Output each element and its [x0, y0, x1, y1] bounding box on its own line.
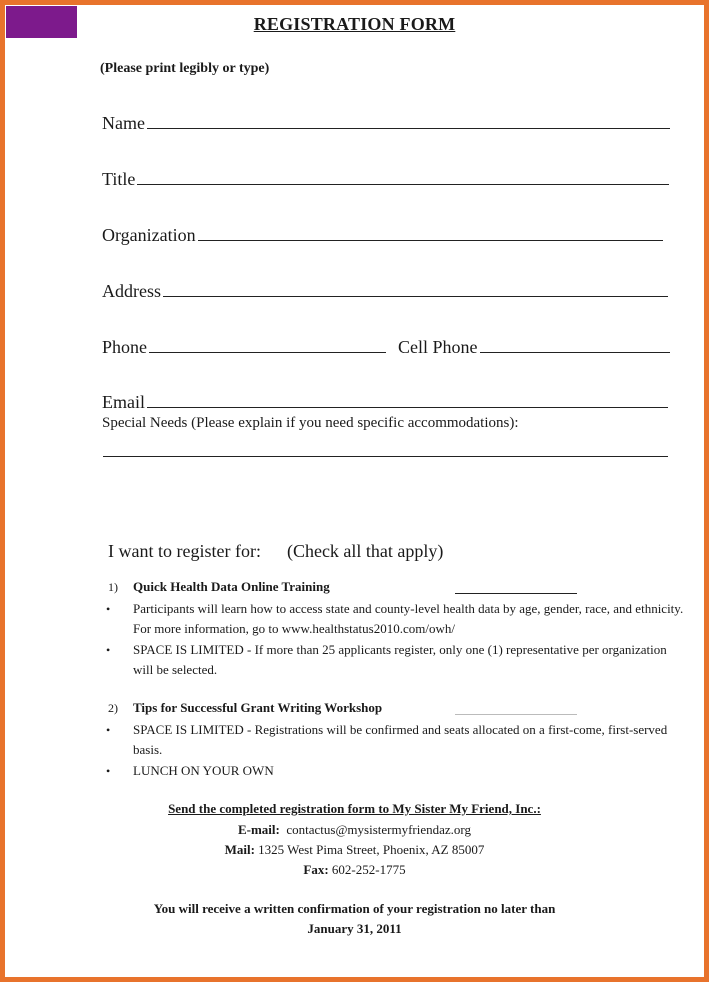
bullet-text: LUNCH ON YOUR OWN: [133, 763, 274, 778]
bullet-text: SPACE IS LIMITED - Registrations will be confirmed and seats allocated on a first-come, first-served basis.: [133, 722, 668, 757]
address-field[interactable]: [102, 276, 668, 300]
fax-contact-label: Fax:: [303, 862, 329, 877]
bullet-icon: •: [106, 723, 111, 737]
bullet-text: Participants will learn how to access state and county-level health data by age, gender, race, and ethnicity. For more information, go to www.healthstatus2010.com/owh/: [133, 601, 684, 636]
address-label: Address: [102, 281, 161, 301]
item-title: Tips for Successful Grant Writing Workshop: [133, 700, 383, 715]
organization-label: Organization: [102, 225, 196, 245]
organization-line[interactable]: [198, 240, 663, 241]
item-1-checkline[interactable]: [455, 593, 577, 594]
mail-contact-label: Mail:: [224, 842, 255, 857]
confirmation-note: You will receive a written confirmation of your registration no later than: [153, 901, 556, 916]
check-note: (Check all that apply): [286, 541, 444, 561]
phone-line[interactable]: [149, 352, 386, 353]
bullet-icon: •: [106, 764, 111, 778]
name-field[interactable]: [102, 108, 670, 132]
bullet-icon: •: [106, 643, 111, 657]
email-contact: [0, 822, 709, 838]
item-title: Quick Health Data Online Training: [133, 579, 330, 594]
form-title: REGISTRATION FORM: [253, 14, 456, 34]
list-item: [104, 599, 690, 639]
mail-contact: [0, 842, 709, 858]
cell-phone-field[interactable]: [398, 332, 670, 356]
send-instructions: Send the completed registration form to My Sister My Friend, Inc.:: [168, 801, 541, 816]
bullet-icon: •: [106, 602, 111, 616]
name-label: Name: [102, 113, 145, 133]
cell-phone-line[interactable]: [480, 352, 671, 353]
confirmation-date: January 31, 2011: [307, 921, 402, 936]
email-field[interactable]: [102, 387, 668, 411]
item-number: 1): [108, 580, 118, 594]
item-number: 2): [108, 701, 118, 715]
title-label: Title: [102, 169, 136, 189]
register-heading: [108, 541, 443, 562]
address-line[interactable]: [163, 296, 668, 297]
phone-field[interactable]: [102, 332, 386, 356]
special-needs-line[interactable]: [103, 456, 668, 457]
cell-phone-label: Cell Phone: [398, 337, 478, 357]
list-item: [104, 761, 690, 781]
register-heading-text: I want to register for:: [108, 541, 261, 561]
name-line[interactable]: [147, 128, 670, 129]
list-item: [104, 640, 690, 680]
email-line[interactable]: [147, 407, 668, 408]
organization-field[interactable]: [102, 220, 663, 244]
special-needs-label: Special Needs (Please explain if you need specific accommodations):: [102, 415, 519, 431]
item-2-checkline[interactable]: [455, 714, 577, 715]
fax-contact: [0, 862, 709, 878]
mail-contact-value: 1325 West Pima Street, Phoenix, AZ 85007: [258, 842, 485, 857]
phone-label: Phone: [102, 337, 147, 357]
title-line[interactable]: [137, 184, 669, 185]
fax-contact-value: 602-252-1775: [331, 862, 406, 877]
email-contact-label: E-mail:: [237, 822, 280, 837]
title-field[interactable]: [102, 164, 669, 188]
bullet-text: SPACE IS LIMITED - If more than 25 applicants register, only one (1) representative per organization will be selected.: [133, 642, 667, 677]
email-contact-value: contactus@mysistermyfriendaz.org: [286, 822, 472, 837]
form-subtitle: (Please print legibly or type): [100, 61, 270, 76]
list-item: [104, 720, 690, 760]
email-label: Email: [102, 392, 145, 412]
